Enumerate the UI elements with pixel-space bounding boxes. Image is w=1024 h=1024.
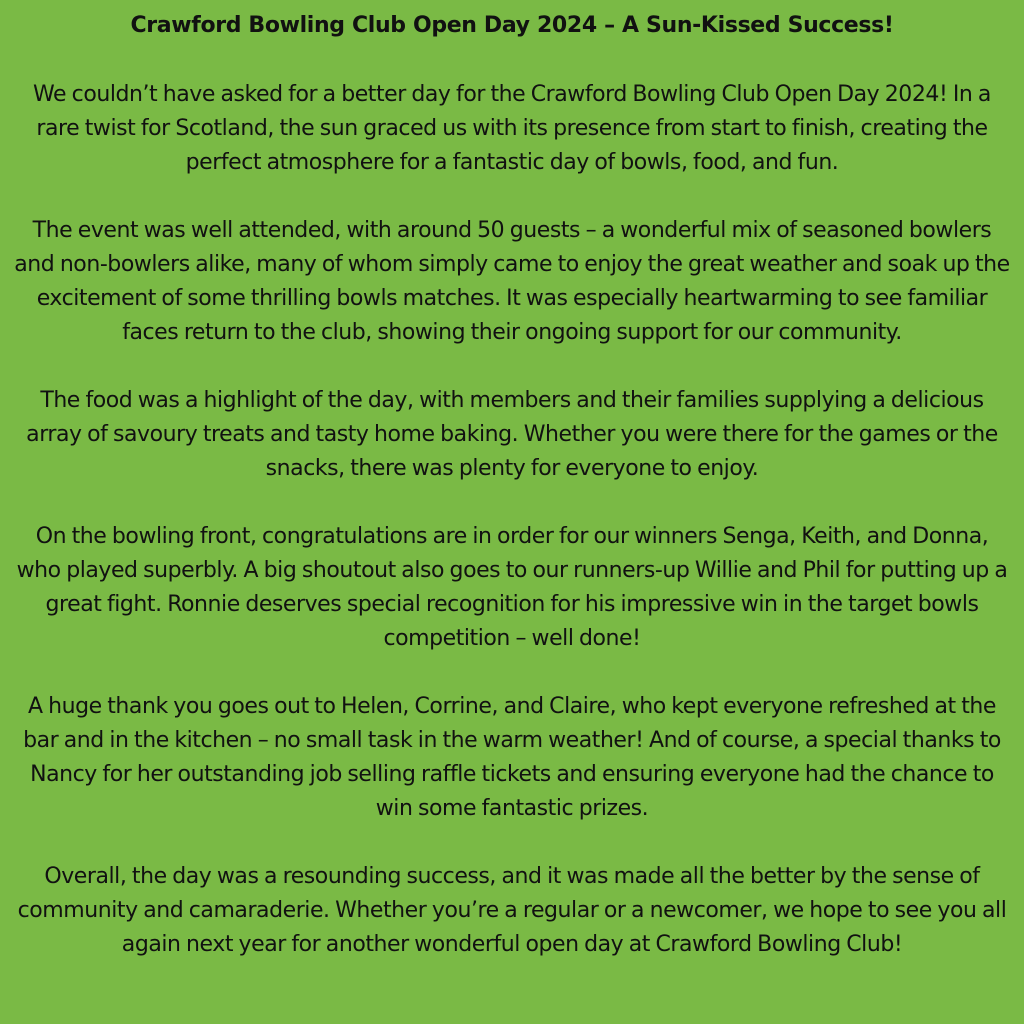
paragraph-closing: Overall, the day was a resounding success, and it was made all the better by the sense of community and camaraderie. Whether you’re a regular or a newcomer, we hope to see you all again next year for another wonderful open day at Crawford Bowling Club! bbox=[17, 864, 1007, 957]
paragraph-attendance: The event was well attended, with around 50 guests – a wonderful mix of seasoned bowlers and non-bowlers alike, many of whom simply came to enjoy the great weather and soak up the excitement of some thrilling bowls matches. It was especially heartwarming to see familiar faces return to the club, showing their ongoing support for our community. bbox=[14, 218, 1010, 345]
paragraph-winners: On the bowling front, congratulations are in order for our winners Senga, Keith, and Donna, who played superbly. A big shoutout also goes to our runners-up Willie and Phil for putting up a great fight. Ronnie deserves special recognition for his impressive win in the target bowls competition – well done! bbox=[16, 524, 1008, 651]
article-title: Crawford Bowling Club Open Day 2024 – A Sun-Kissed Success! bbox=[130, 13, 894, 38]
paragraph-intro: We couldn’t have asked for a better day for the Crawford Bowling Club Open Day 2024! In a rare twist for Scotland, the sun graced us with its presence from start to finish, creating the perfect atmosphere for a fantastic day of bowls, food, and fun. bbox=[33, 82, 991, 175]
paragraph-thanks: A huge thank you goes out to Helen, Corrine, and Claire, who kept everyone refreshed at the bar and in the kitchen – no small task in the warm weather! And of course, a special thanks to Nancy for her outstanding job selling raffle tickets and ensuring everyone had the chance to win some fantastic prizes. bbox=[23, 694, 1001, 821]
paragraph-food: The food was a highlight of the day, with members and their families supplying a delicious array of savoury treats and tasty home baking. Whether you were there for the games or the snacks, there was plenty for everyone to enjoy. bbox=[26, 388, 998, 481]
